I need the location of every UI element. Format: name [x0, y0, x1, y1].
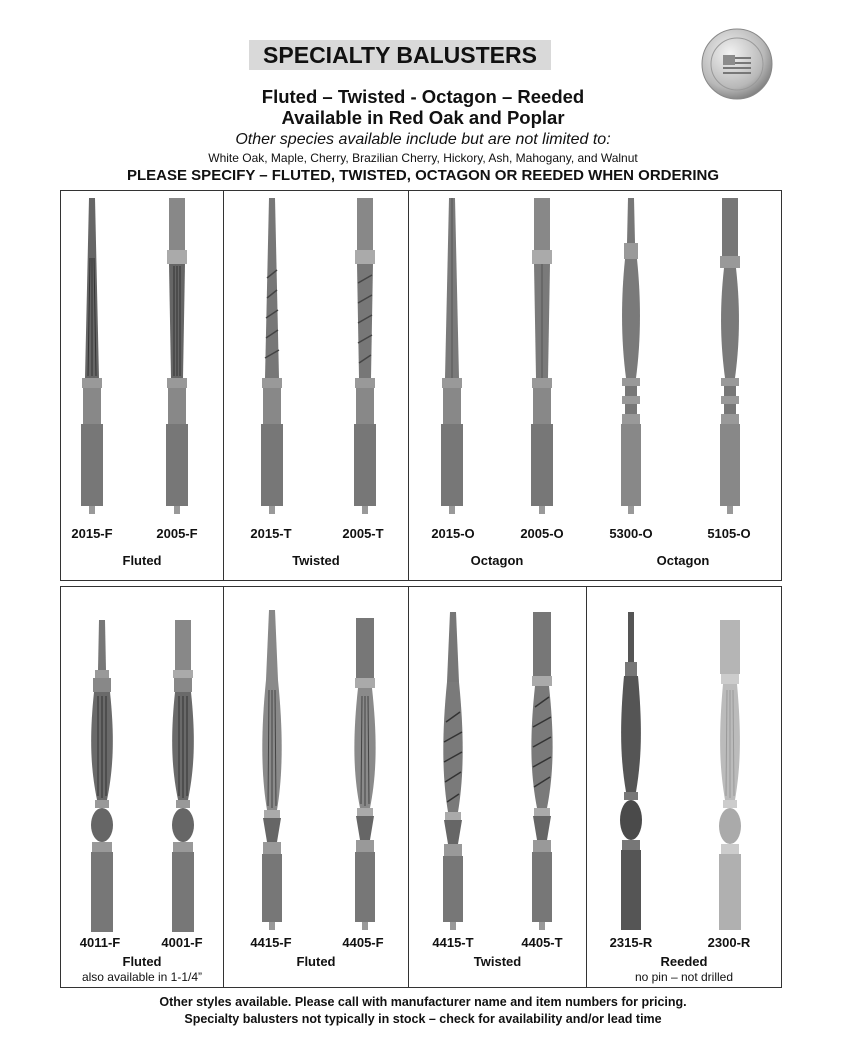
group-label: Fluted [122, 954, 162, 969]
baluster-2015-F [77, 198, 107, 514]
baluster-2015-O [437, 198, 467, 514]
baluster-4415-F [257, 610, 287, 930]
baluster-4001-F [168, 620, 198, 932]
item-code: 4001-F [161, 935, 203, 950]
group-label: Reeded [660, 954, 708, 969]
group-note: no pin – not drilled [634, 970, 734, 984]
panel-divider [223, 586, 224, 987]
group-label: Octagon [470, 553, 524, 568]
baluster-2300-R [715, 620, 745, 930]
item-code: 4011-F [79, 935, 121, 950]
item-code: 4405-T [521, 935, 563, 950]
group-label: Fluted [296, 954, 336, 969]
baluster-4415-T [438, 612, 468, 930]
baluster-2315-R [616, 612, 646, 930]
footer-note: Specialty balusters not typically in stock – check for availability and/or lead time [184, 1012, 662, 1026]
page-title: SPECIALTY BALUSTERS [249, 40, 551, 70]
item-code: 4415-T [432, 935, 474, 950]
item-code: 2015-T [250, 526, 292, 541]
item-code: 5300-O [609, 526, 653, 541]
item-code: 4405-F [342, 935, 384, 950]
other-species-intro: Other species available include but are not limited to: [235, 131, 611, 148]
item-code: 4415-F [250, 935, 292, 950]
subtitle-species: Available in Red Oak and Poplar [281, 107, 565, 128]
baluster-2005-F [162, 198, 192, 514]
group-label: Twisted [292, 553, 340, 568]
group-label: Fluted [122, 553, 162, 568]
ordering-instruction: PLEASE SPECIFY – FLUTED, TWISTED, OCTAGON OR REEDED WHEN ORDERING [127, 167, 719, 184]
item-code: 2005-F [156, 526, 198, 541]
item-code: 2005-O [520, 526, 564, 541]
baluster-2015-T [257, 198, 287, 514]
baluster-4011-F [87, 620, 117, 932]
item-code: 2315-R [609, 935, 653, 950]
panel-divider [408, 190, 409, 580]
other-species-list: White Oak, Maple, Cherry, Brazilian Cherry, Hickory, Ash, Mahogany, and Walnut [208, 151, 638, 165]
item-code: 2300-R [707, 935, 751, 950]
subtitle-styles: Fluted – Twisted - Octagon – Reeded [261, 86, 585, 107]
baluster-5105-O [715, 198, 745, 514]
baluster-2005-T [350, 198, 380, 514]
item-code: 2015-O [431, 526, 475, 541]
item-code: 5105-O [707, 526, 751, 541]
baluster-2005-O [527, 198, 557, 514]
footer-note: Other styles available. Please call with manufacturer name and item numbers for pricing. [159, 995, 687, 1009]
baluster-5300-O [616, 198, 646, 514]
group-label: Octagon [656, 553, 710, 568]
group-label: Twisted [473, 954, 522, 969]
baluster-4405-F [350, 618, 380, 930]
panel-divider [223, 190, 224, 580]
item-code: 2015-F [71, 526, 113, 541]
baluster-4405-T [527, 612, 557, 930]
group-note: also available in 1-1/4” [81, 970, 203, 984]
panel-divider [586, 586, 587, 987]
panel-divider [408, 586, 409, 987]
item-code: 2005-T [342, 526, 384, 541]
